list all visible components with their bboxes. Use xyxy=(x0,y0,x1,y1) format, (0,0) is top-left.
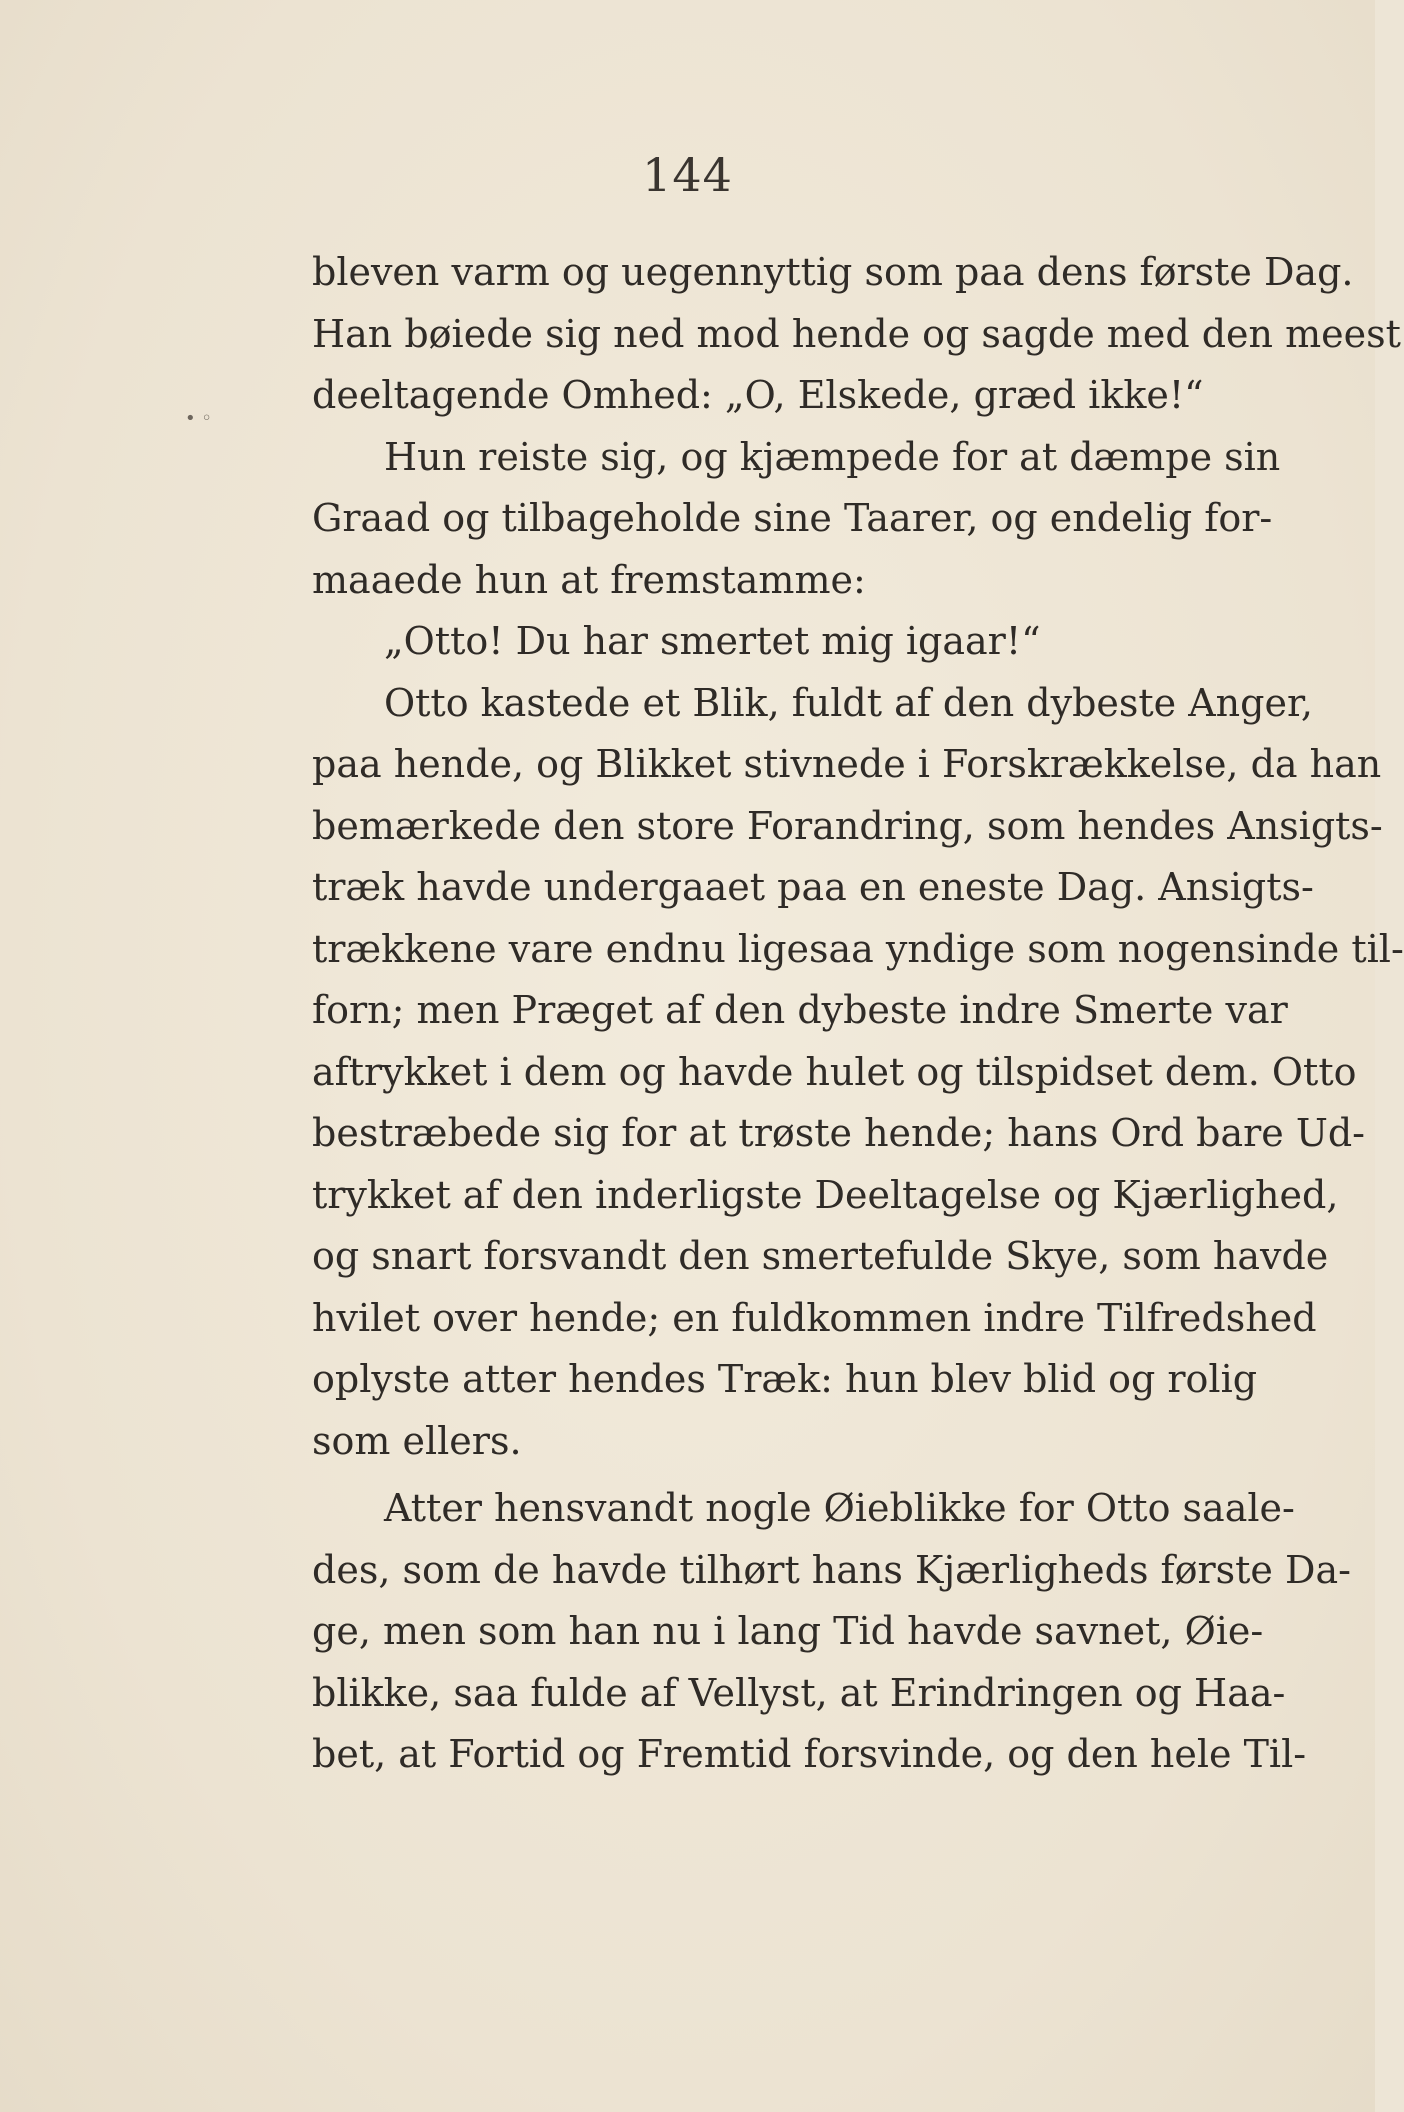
text-line: forn; men Præget af den dybeste indre Smerte var xyxy=(312,988,1288,1032)
text-line: des, som de havde tilhørt hans Kjærligheds første Da- xyxy=(312,1547,1351,1592)
text-line: trykket af den inderligste Deeltagelse og Kjærlighed, xyxy=(312,1172,1339,1217)
text-line: træk havde undergaaet paa en eneste Dag. Ansigts- xyxy=(312,865,1314,909)
text-line: som ellers. xyxy=(312,1418,522,1463)
text-line: bleven varm og uegennyttig som paa dens første Dag. xyxy=(312,250,1354,294)
text-line: aftrykket i dem og havde hulet og tilspidset dem. Otto xyxy=(312,1049,1357,1094)
text-line: paa hende, og Blikket stivnede i Forskrækkelse, da han xyxy=(312,742,1382,786)
text-line: oplyste atter hendes Træk: hun blev blid og rolig xyxy=(312,1357,1258,1401)
text-line: bestræbede sig for at trøste hende; hans Ord bare Ud- xyxy=(312,1111,1366,1155)
text-line: Graad og tilbageholde sine Taarer, og endelig for- xyxy=(312,496,1273,540)
body-text xyxy=(312,242,1404,1786)
text-line: maaede hun at fremstamme: xyxy=(312,557,866,602)
text-line: deeltagende Omhed: „O, Elskede, græd ikke!“ xyxy=(312,373,1204,417)
page-number: 144 xyxy=(642,148,733,202)
text-line: bemærkede den store Forandring, som hendes Ansigts- xyxy=(312,803,1383,848)
text-line: hvilet over hende; en fuldkommen indre Tilfredshed xyxy=(312,1295,1317,1340)
text-line: blikke, saa fulde af Vellyst, at Erindringen og Haa- xyxy=(312,1670,1286,1715)
text-line: bet, at Fortid og Fremtid forsvinde, og den hele Til- xyxy=(312,1732,1307,1776)
text-line: Hun reiste sig, og kjæmpede for at dæmpe sin xyxy=(384,434,1281,479)
text-line: Atter hensvandt nogle Øieblikke for Otto saale- xyxy=(384,1486,1295,1530)
text-line: Otto kastede et Blik, fuldt af den dybeste Anger, xyxy=(384,680,1314,725)
text-line: og snart forsvandt den smertefulde Skye, som havde xyxy=(312,1234,1329,1278)
page-blemish: • ◦ xyxy=(185,408,212,429)
text-line: Han bøiede sig ned mod hende og sagde med den meest xyxy=(312,311,1401,356)
text-line: ge, men som han nu i lang Tid havde savnet, Øie- xyxy=(312,1609,1264,1653)
text-line: „Otto! Du har smertet mig igaar!“ xyxy=(384,619,1041,663)
text-line: trækkene vare endnu ligesaa yndige som nogensinde til- xyxy=(312,926,1404,971)
